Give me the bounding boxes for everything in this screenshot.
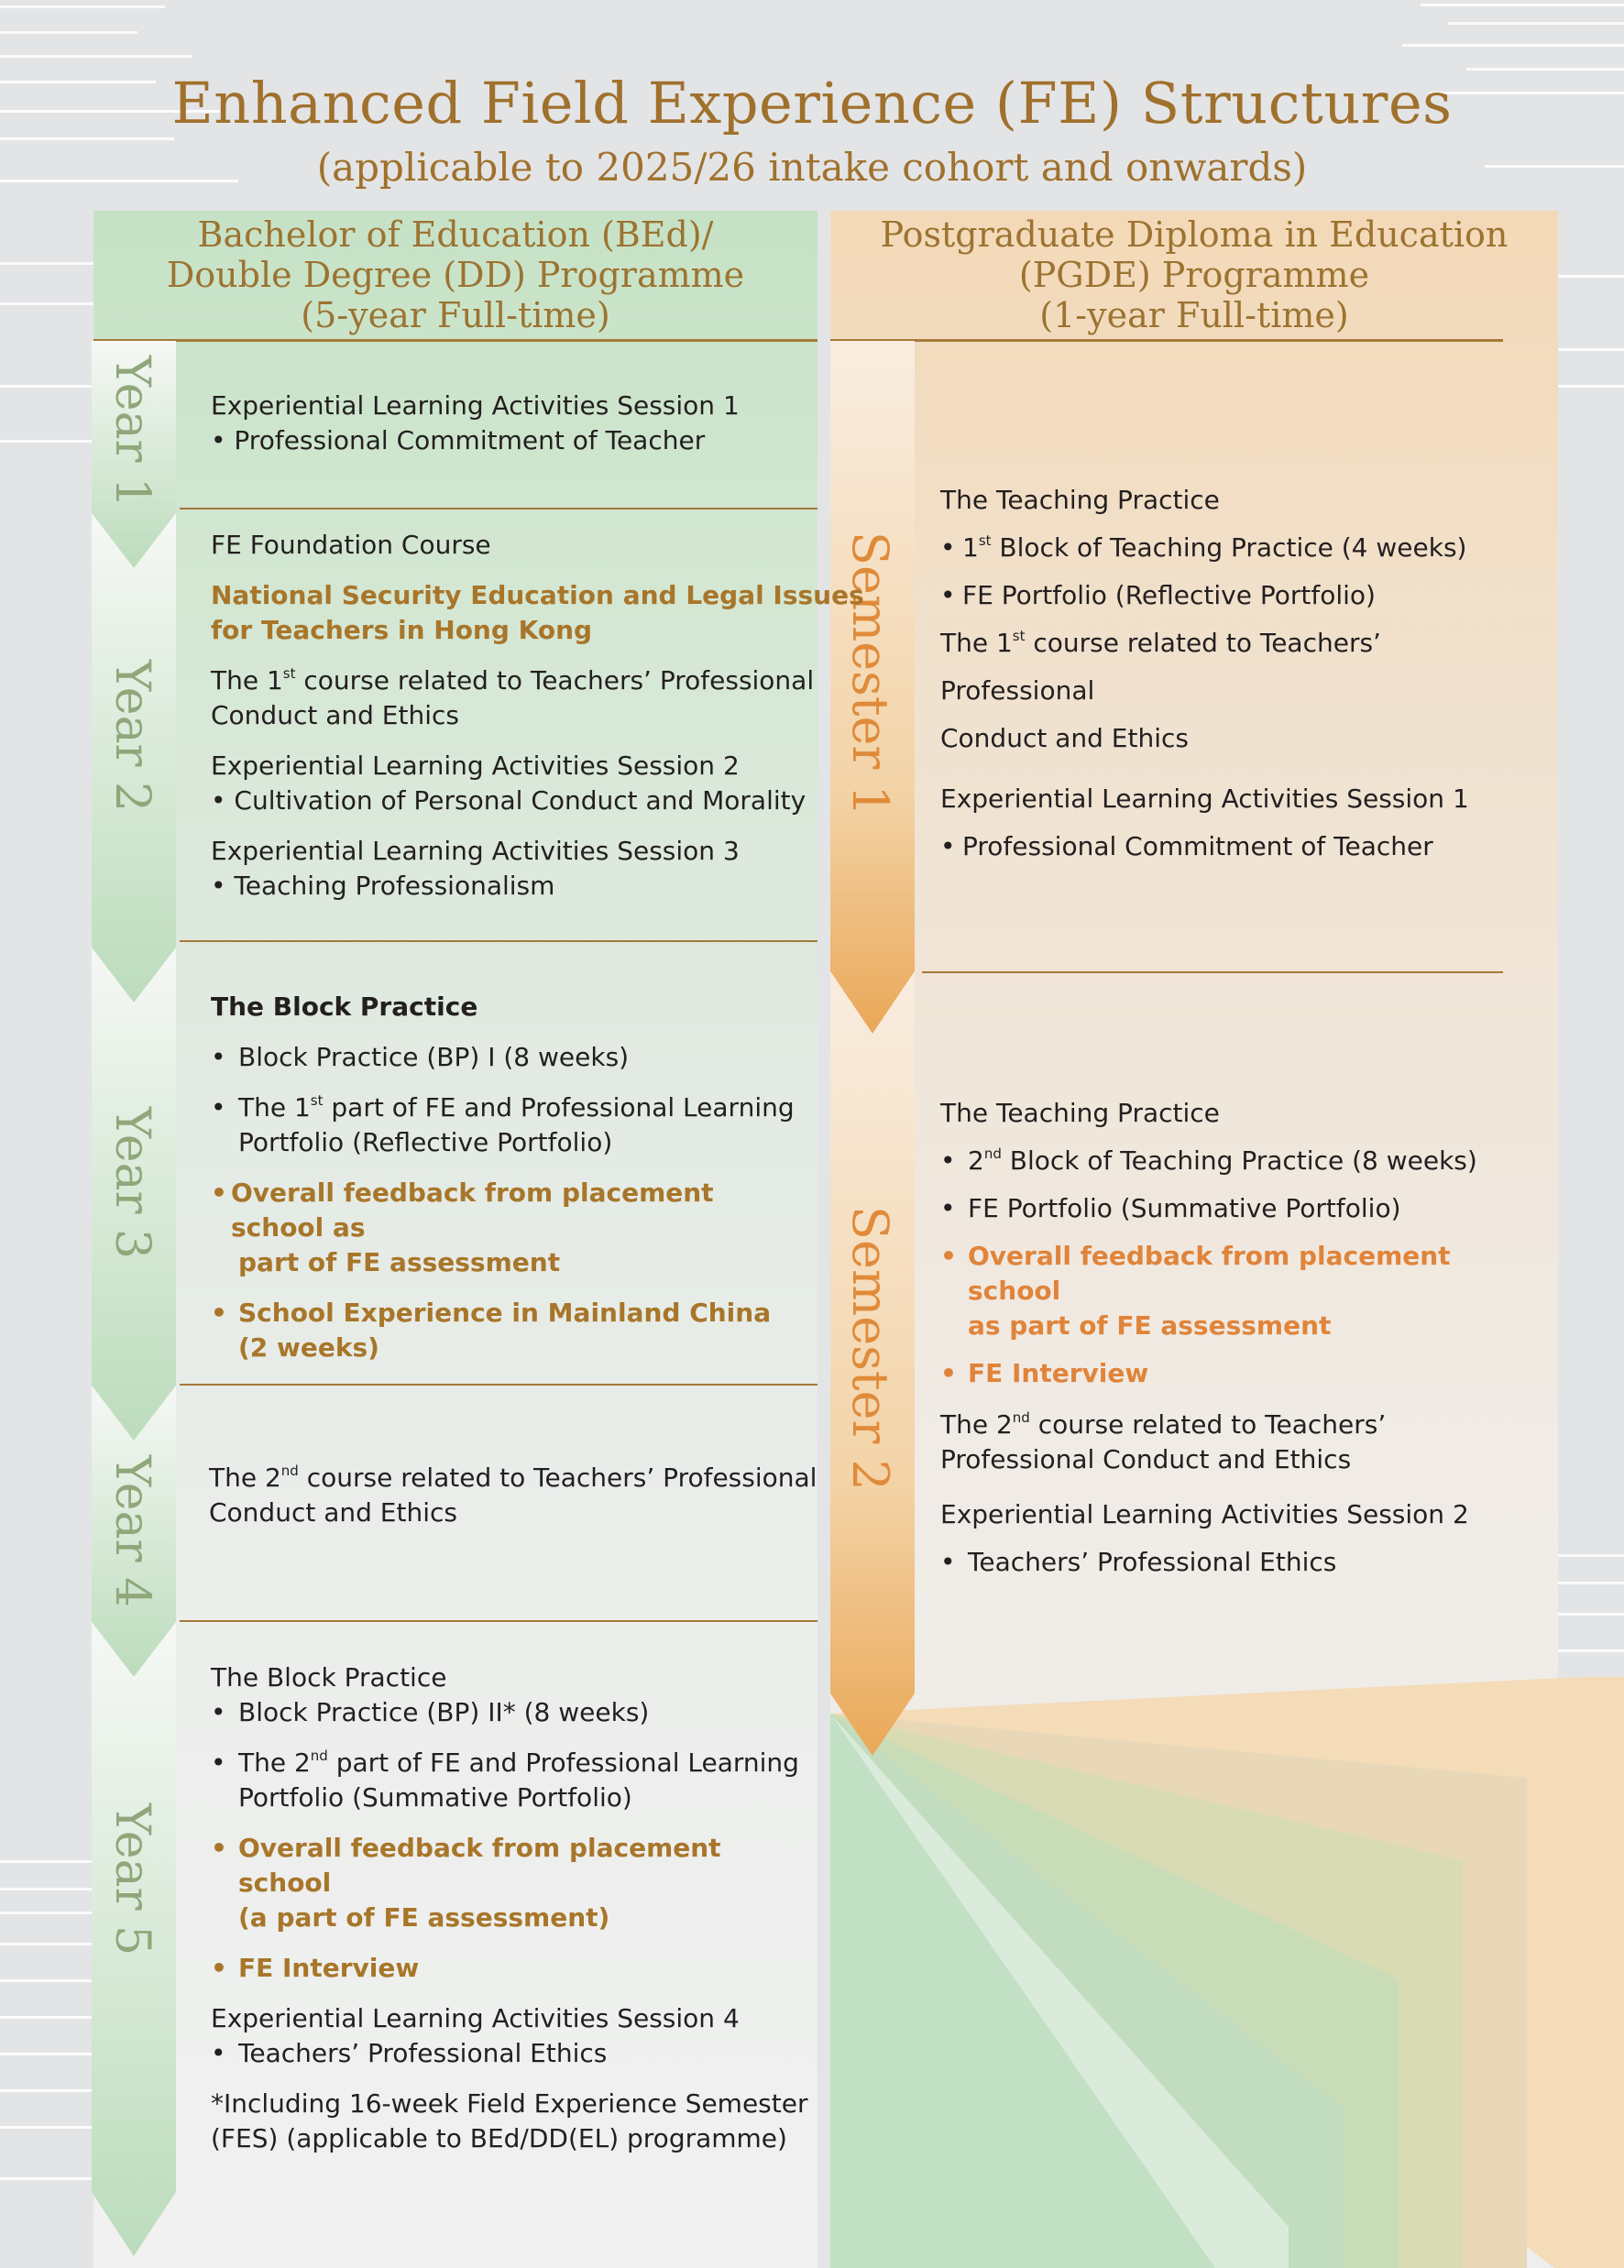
text-part: course related to Teachers’ Professional (295, 665, 815, 696)
superscript: nd (280, 1463, 299, 1479)
bullet-item (211, 1040, 807, 1075)
bullet-item (940, 1191, 1527, 1226)
bullet: • (940, 1547, 956, 1577)
text-line: • Professional Commitment of Teacher (211, 425, 706, 455)
bullet: • (940, 580, 956, 610)
bullet-text (231, 1176, 807, 1280)
bullet-text (968, 1144, 1477, 1178)
bullet-text: Professional Commitment of Teacher (962, 831, 1433, 861)
text-part: as part of FE assessment (968, 1310, 1332, 1341)
section-heading: The Teaching Practice (940, 485, 1220, 515)
text-part: 1 (962, 532, 979, 563)
text-part: part of FE and Professional Learning (323, 1092, 795, 1123)
year-arrows (92, 341, 180, 2265)
bullet-text: FE Portfolio (Reflective Portfolio) (962, 580, 1376, 610)
text-line: Experiential Learning Activities Session 4 (211, 2003, 740, 2033)
text-part: course related to Teachers’ (1029, 1409, 1387, 1440)
superscript: nd (983, 1145, 1002, 1162)
superscript: nd (1012, 1409, 1030, 1426)
bullet-item (211, 1951, 816, 1986)
text-line: Experiential Learning Activities Session 2 (211, 751, 740, 781)
pgde-heading-line: (1-year Full-time) (1039, 295, 1349, 335)
superscript: st (310, 1092, 324, 1109)
bullet: • (940, 1358, 957, 1388)
bullet-item (940, 823, 1527, 871)
bullet: • (211, 1178, 227, 1208)
bullet: • (211, 1953, 227, 1983)
bullet-item (940, 1239, 1527, 1343)
bullet-item (940, 524, 1527, 572)
highlight-line: for Teachers in Hong Kong (211, 615, 593, 645)
superscript: st (978, 532, 992, 549)
text-line: Experiential Learning Activities Session 1 (940, 783, 1469, 814)
bullet-text: Teachers’ Professional Ethics (968, 1547, 1337, 1577)
bullet: • (940, 1241, 957, 1271)
bullet: • (940, 1145, 956, 1176)
bullet: • (211, 1092, 226, 1123)
bullet-text: Block Practice (BP) II* (8 weeks) (238, 1697, 650, 1727)
bullet-text (238, 1296, 771, 1365)
text-part: part of FE assessment (238, 1247, 561, 1277)
footnote-line: (FES) (applicable to BEd/DD(EL) programme) (211, 2123, 787, 2153)
year-3-label: Year 3 (104, 1107, 159, 1260)
bullet-item (211, 1746, 816, 1815)
footnote-line: *Including 16-week Field Experience Semester (211, 2088, 808, 2119)
text-part: part of FE and Professional Learning (327, 1748, 799, 1778)
text-part: The 2 (940, 1409, 1013, 1440)
year-2-content (211, 528, 864, 904)
bullet-item (940, 1356, 1527, 1391)
bed-heading-line: (5-year Full-time) (301, 295, 610, 335)
superscript: nd (310, 1748, 328, 1764)
bullet: • (211, 1697, 226, 1727)
text-part: The 1 (238, 1092, 311, 1123)
text-part: Block of Teaching Practice (4 weeks) (991, 532, 1467, 563)
text-line: Conduct and Ethics (209, 1497, 457, 1528)
bullet: • (940, 831, 956, 861)
pgde-heading (830, 214, 1558, 335)
bullet-item (940, 1144, 1527, 1178)
pgde-heading-rule (830, 339, 1503, 342)
text-part: Overall feedback from placement school as (231, 1178, 714, 1243)
section-divider (180, 508, 817, 509)
semester-2-label: Semester 2 (841, 1206, 899, 1491)
bullet-text: FE Interview (238, 1953, 420, 1983)
bullet-item (211, 1090, 807, 1160)
text-part: (2 weeks) (238, 1332, 379, 1363)
text-line (940, 1408, 1527, 1442)
bullet: • (211, 1298, 227, 1328)
text-part: Portfolio (Reflective Portfolio) (238, 1127, 613, 1157)
bed-heading-line: Bachelor of Education (BEd)/ (197, 214, 714, 255)
text-line: Conduct and Ethics (940, 723, 1189, 753)
year-2-label: Year 2 (104, 660, 159, 813)
year-3-content (211, 990, 807, 1365)
superscript: st (282, 665, 296, 682)
page-subtitle: (applicable to 2025/26 intake cohort and onwards) (316, 145, 1308, 190)
year-4-content (209, 1461, 817, 1530)
text-part: The 2 (238, 1748, 311, 1778)
text-line (211, 663, 864, 698)
section-divider (180, 1620, 817, 1622)
text-line: Experiential Learning Activities Session 1 (211, 390, 740, 421)
text-part: School Experience in Mainland China (238, 1298, 772, 1328)
bullet-item (211, 2036, 816, 2071)
bed-heading-rule (93, 339, 817, 342)
bullet-text: Teachers’ Professional Ethics (238, 2038, 608, 2068)
bullet: • (211, 2038, 226, 2068)
text-part: Block of Teaching Practice (8 weeks) (1001, 1145, 1477, 1176)
bullet-item (211, 1176, 807, 1280)
text-part: (a part of FE assessment) (238, 1902, 610, 1933)
text-line (209, 1461, 817, 1496)
text-line: Experiential Learning Activities Session 3 (211, 836, 740, 866)
year-1-label: Year 1 (104, 356, 159, 509)
section-heading: The Block Practice (211, 992, 478, 1022)
section-heading: The Block Practice (211, 1662, 447, 1693)
bullet-text: Block Practice (BP) I (8 weeks) (238, 1042, 630, 1072)
text-part: 2 (968, 1145, 984, 1176)
section-heading: The Teaching Practice (940, 1098, 1220, 1128)
text-line: Professional Conduct and Ethics (940, 1444, 1352, 1474)
bullet-item (211, 1831, 816, 1935)
bullet-text: FE Portfolio (Summative Portfolio) (968, 1193, 1401, 1223)
bed-heading (93, 214, 817, 335)
page-title: Enhanced Field Experience (FE) Structures (171, 70, 1453, 137)
text-line: Conduct and Ethics (211, 700, 459, 730)
pgde-heading-line: Postgraduate Diploma in Education (880, 214, 1509, 255)
bullet-text: FE Interview (968, 1358, 1149, 1388)
text-part: The 1 (211, 665, 283, 696)
bullet: • (940, 1193, 956, 1223)
text-part: Overall feedback from placement school (968, 1241, 1451, 1306)
section-divider (922, 971, 1503, 973)
section-divider (180, 940, 817, 942)
text-line: Experiential Learning Activities Session 2 (940, 1499, 1469, 1529)
bullet-item (940, 572, 1527, 619)
bullet-item (211, 1695, 816, 1730)
text-part: The 2 (209, 1463, 281, 1493)
text-part: course related to Teachers’ Professional (940, 628, 1381, 706)
pgde-heading-line: (PGDE) Programme (1018, 255, 1370, 295)
semester-2-content (940, 1096, 1527, 1580)
year-5-content (211, 1660, 816, 2156)
bullet: • (211, 1042, 226, 1072)
bullet: • (940, 532, 956, 563)
bullet-text (238, 1746, 799, 1815)
bullet: • (211, 1748, 226, 1778)
bullet: • (211, 1833, 227, 1863)
bullet-text (238, 1090, 795, 1160)
highlight-line: National Security Education and Legal Issues (211, 580, 864, 610)
text-part: Overall feedback from placement school (238, 1833, 721, 1898)
text-part: course related to Teachers’ Professional (298, 1463, 817, 1493)
bed-heading-line: Double Degree (DD) Programme (166, 255, 745, 295)
bullet-text (962, 524, 1466, 572)
superscript: st (1012, 628, 1026, 644)
section-divider (180, 1384, 817, 1386)
bullet-text (968, 1239, 1527, 1343)
semester-1-content (940, 477, 1527, 871)
text-line (940, 619, 1527, 715)
decorative-fan (830, 1677, 1624, 2268)
year-4-label: Year 4 (104, 1455, 159, 1608)
semester-1-label: Semester 1 (841, 531, 899, 816)
bullet-text (238, 1831, 816, 1935)
text-line: • Teaching Professionalism (211, 871, 555, 901)
text-line: FE Foundation Course (211, 530, 491, 560)
text-part: Portfolio (Summative Portfolio) (238, 1782, 632, 1813)
text-line: • Cultivation of Personal Conduct and Morality (211, 785, 807, 816)
bullet-item (940, 1545, 1527, 1580)
year-1-content (211, 389, 740, 458)
text-part: The 1 (940, 628, 1013, 658)
bullet-item (211, 1296, 807, 1365)
year-5-label: Year 5 (104, 1803, 159, 1956)
